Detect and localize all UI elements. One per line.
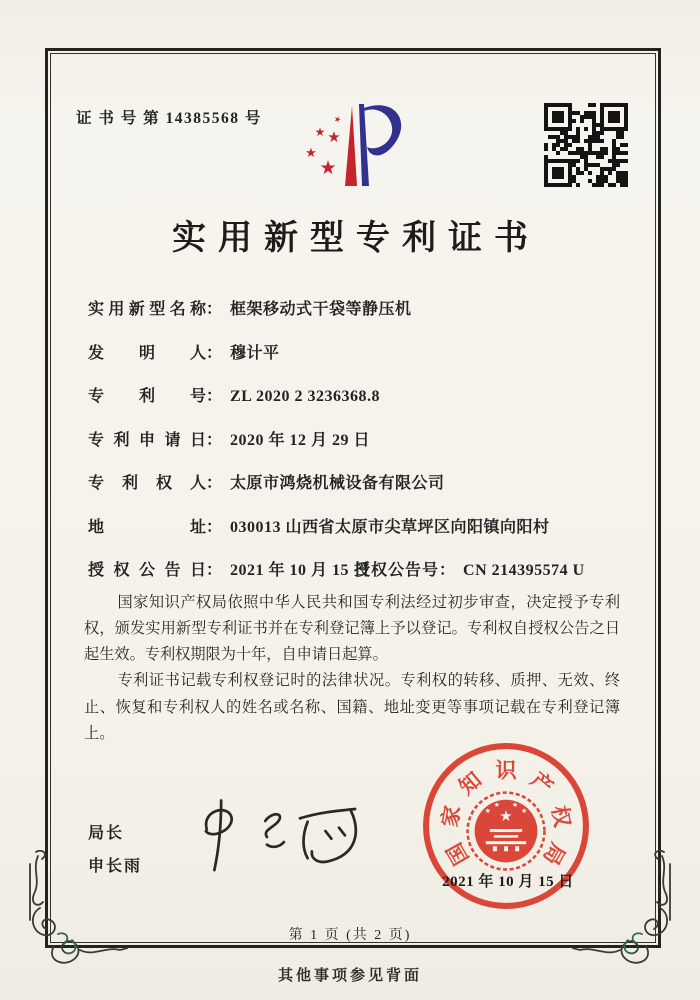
field-label: 专利申请日 [88, 432, 206, 449]
field-label: 地址 [88, 519, 206, 536]
field-row-patentee [88, 470, 445, 493]
certificate-title: 实用新型专利证书 [172, 220, 540, 257]
director-name: 申长雨 [88, 858, 143, 875]
seal-char: 家 [437, 803, 465, 829]
grant-paragraph: 国家知识产权局依照中华人民共和国专利法经过初步审查，决定授予专利权，颁发实用新型专利证书并在专利登记簿上予以登记。专利权自授权公告之日起生效。专利权期限为十年，自申请日起算。 [84, 594, 620, 664]
seal-char: 识 [495, 758, 517, 783]
field-row-name [88, 296, 412, 319]
seal-char: 知 [454, 767, 487, 800]
corner-ornament-icon [24, 850, 128, 966]
field-row-address [88, 514, 550, 537]
seal-date: 2021 年 10 月 15 日 [442, 874, 574, 890]
field-value: ZL 2020 2 3236368.8 [230, 388, 380, 405]
register-paragraph: 专利证书记载专利权登记时的法律状况。专利权的转移、质押、无效、终止、恢复和专利权人的姓名或名称、国籍、地址变更等事项记载在专利登记簿上。 [84, 672, 620, 742]
national-emblem-icon [468, 793, 545, 870]
director-title: 局长 [88, 825, 125, 842]
field-colon: ： [206, 519, 223, 536]
seal-char: 权 [547, 803, 575, 829]
field-value: 穆计平 [230, 345, 280, 362]
field-colon: ： [206, 432, 223, 449]
svg-text:★: ★ [327, 130, 341, 146]
seal-char: 国 [442, 838, 474, 869]
svg-text:★: ★ [484, 806, 491, 815]
qr-code [544, 103, 628, 187]
field-label: 授权公告号 [354, 562, 440, 579]
svg-text:★: ★ [332, 113, 343, 125]
field-label: 发明人 [88, 345, 206, 362]
field-grant-number [354, 557, 585, 580]
svg-text:★: ★ [305, 145, 317, 160]
seal-char: 产 [525, 767, 558, 800]
svg-text:★: ★ [499, 807, 513, 825]
svg-text:★: ★ [319, 158, 337, 179]
field-value: 太原市鸿烧机械设备有限公司 [230, 475, 445, 492]
field-value: 030013 山西省太原市尖草坪区向阳镇向阳村 [230, 519, 550, 536]
field-colon: ： [206, 388, 223, 405]
svg-text:★: ★ [314, 125, 326, 139]
cnipa-logo-icon [282, 94, 414, 192]
field-row-patent-number [88, 383, 380, 406]
page-number: 第 1 页 (共 2 页) [288, 928, 412, 943]
seal-char: 局 [538, 838, 570, 869]
field-row-inventor [88, 340, 280, 363]
field-label: 专利权人 [88, 475, 206, 492]
field-value: 2021 年 10 月 15 日 [230, 562, 371, 579]
field-label: 专利号 [88, 388, 206, 405]
svg-text:★: ★ [511, 800, 519, 809]
field-label: 授权公告日 [88, 562, 206, 579]
field-value: 2020 年 12 月 29 日 [230, 432, 371, 449]
field-value: 框架移动式干袋等静压机 [230, 301, 412, 318]
field-colon: ： [206, 562, 223, 579]
field-colon: ： [206, 475, 223, 492]
field-value: CN 214395574 U [463, 562, 585, 579]
field-row-filing-date [88, 427, 370, 450]
corner-ornament-icon [572, 850, 676, 966]
svg-text:★: ★ [521, 806, 528, 815]
field-colon: ： [206, 345, 223, 362]
field-colon: ： [206, 301, 223, 318]
legal-text [84, 590, 620, 747]
field-row-grant [88, 557, 585, 580]
field-colon: ： [439, 562, 456, 579]
back-note: 其他事项参见背面 [277, 968, 422, 984]
director-signature [183, 786, 378, 888]
svg-text:★: ★ [493, 800, 501, 809]
field-label: 实用新型名称 [88, 301, 206, 318]
certificate-number: 证 书 号 第 14385568 号 [76, 110, 262, 127]
